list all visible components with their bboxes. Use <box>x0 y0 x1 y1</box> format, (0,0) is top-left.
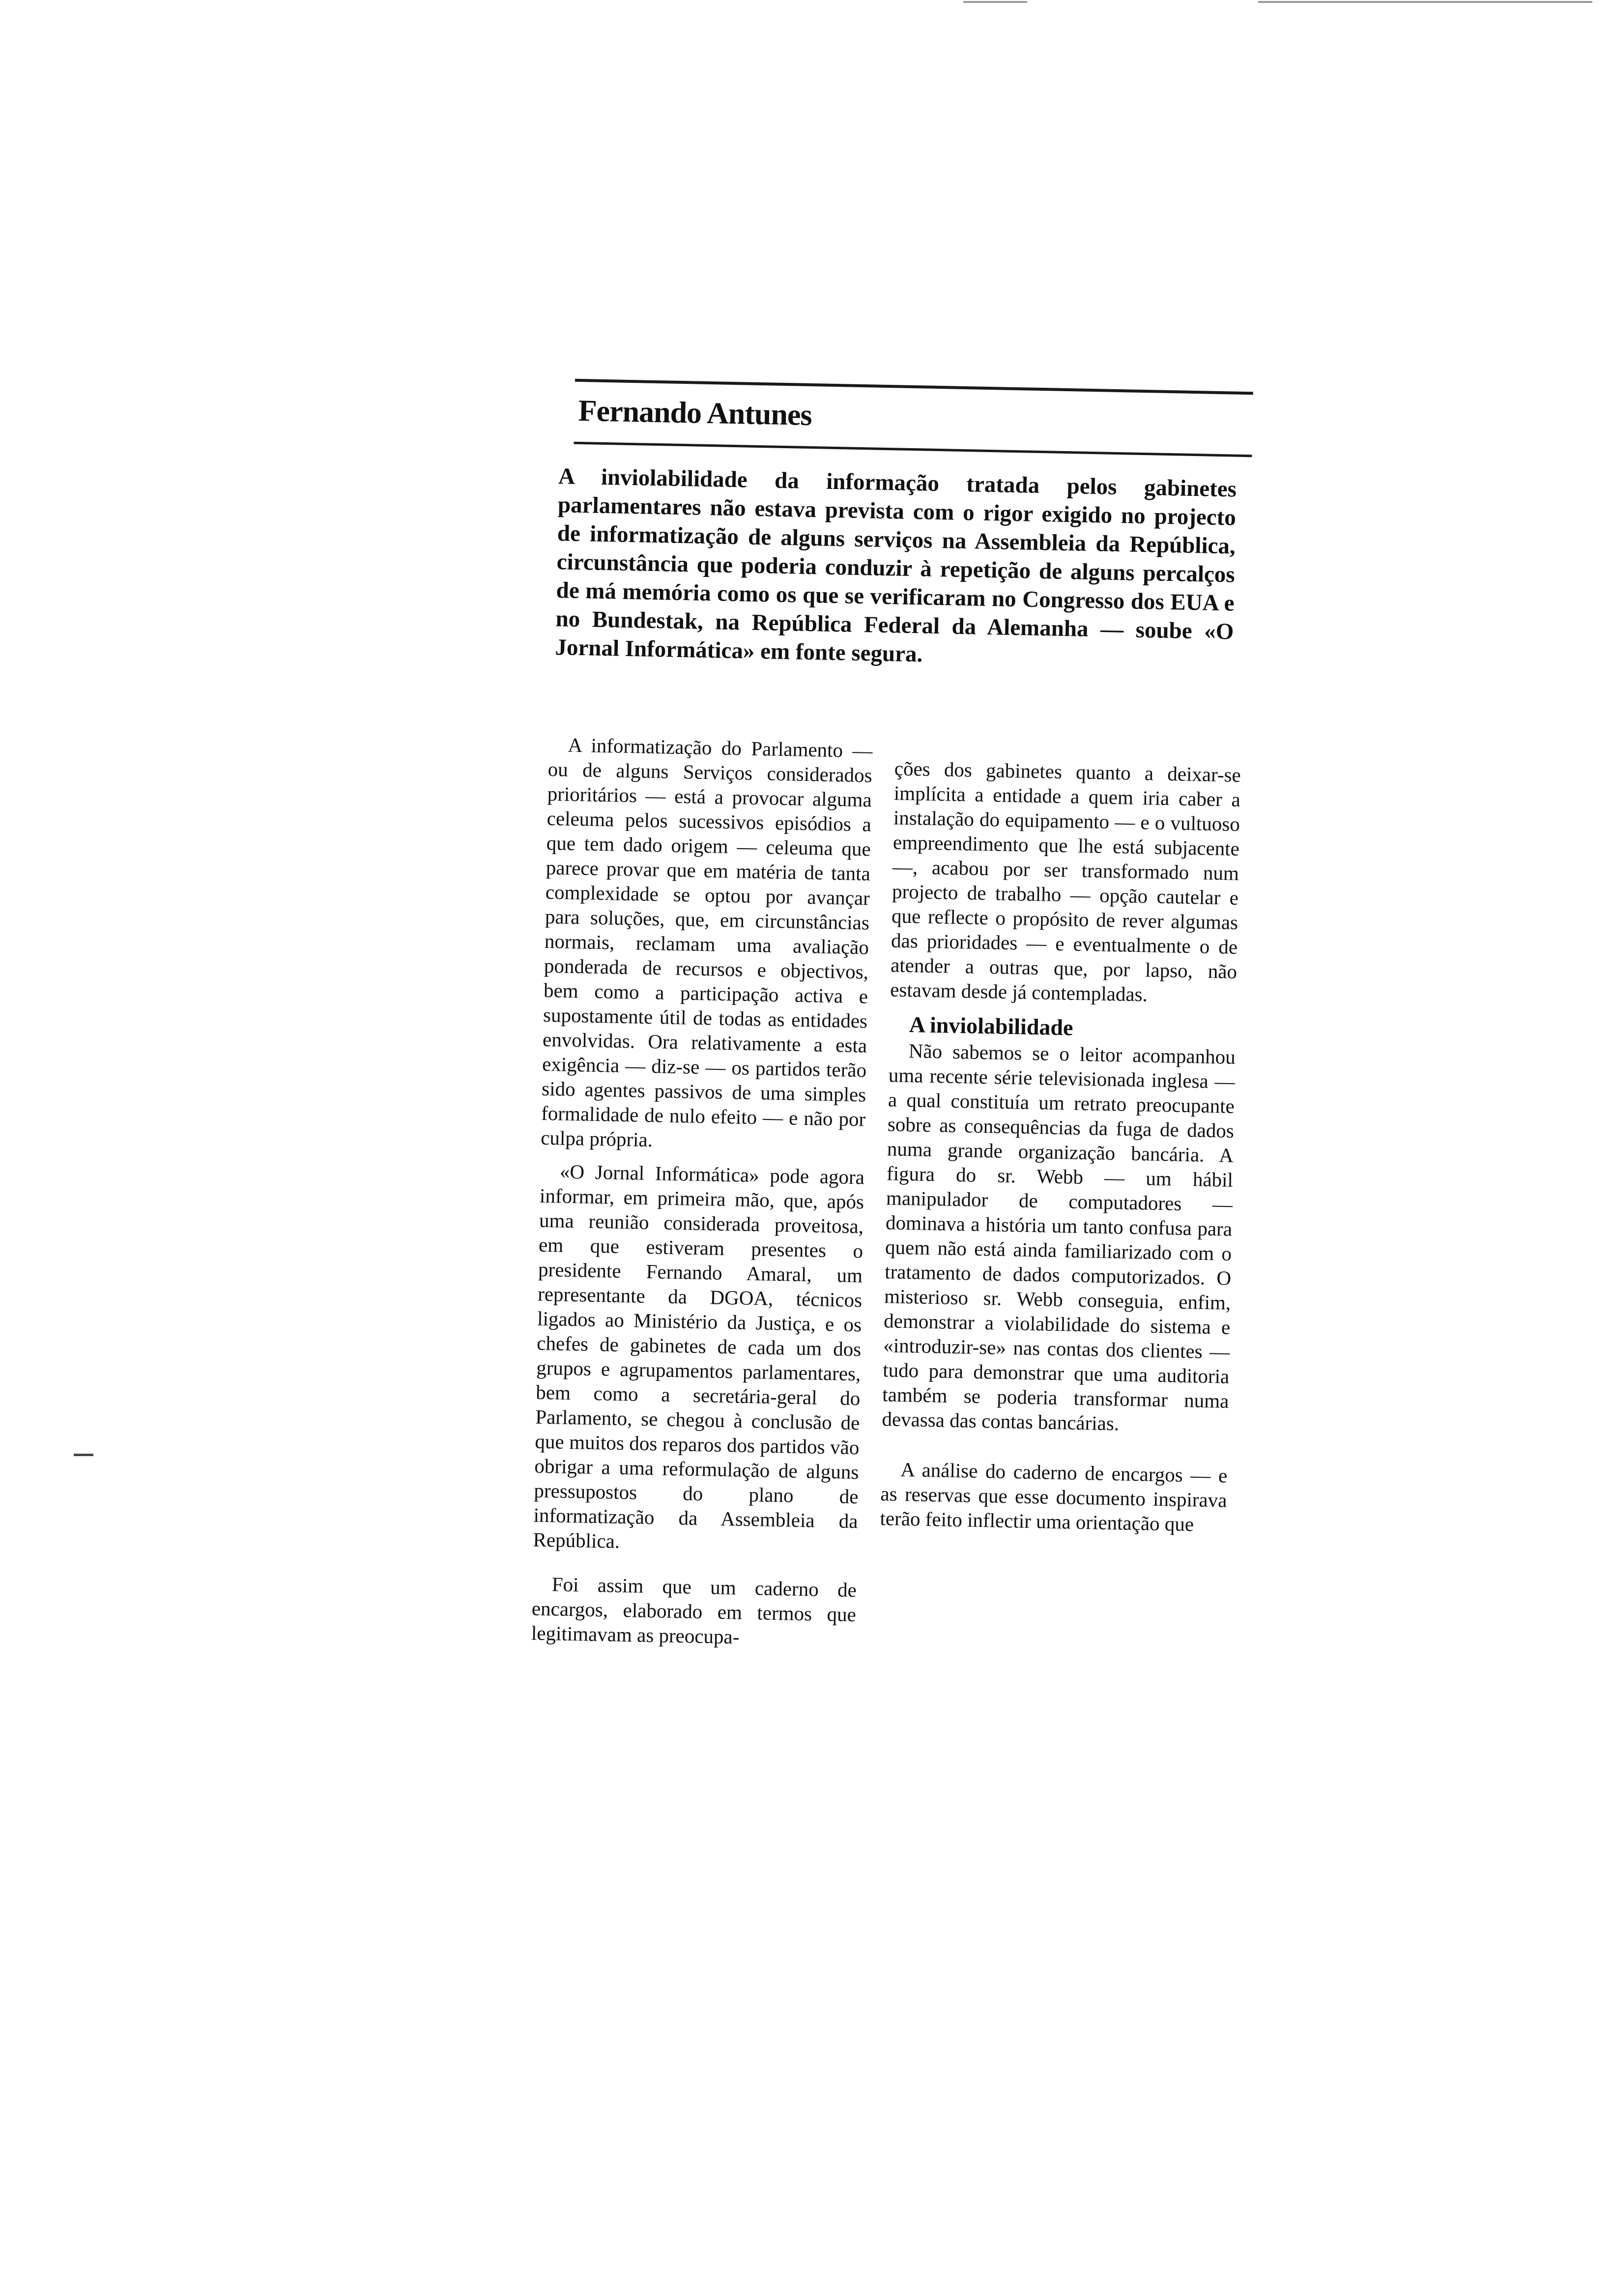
section-subheading: A inviolabilidade <box>909 1012 1073 1040</box>
scan-edge-mark-3 <box>74 1454 93 1456</box>
lead-paragraph: A inviolabilidade da informação tratada pelos gabinetes parlamentares não estava prevista com o rigor exigido no projecto de informatização de alguns serviços na Assembleia da República, circunstância que poderia conduzir à repetição de alguns percalços de má memória como os que se verificaram no Congresso dos EUA e no Bundestak, na República Federal da Alemanha — soube «O Jornal Informática» em fonte segura. <box>554 463 1237 667</box>
article-column-2 <box>880 756 1241 1537</box>
column1-paragraph-2: «O Jornal Informática» pode agora informar, em primeira mão, que, após uma reunião considerada proveitosa, em que estiveram presentes o presidente Fernando Amaral, um representante da DGOA, técnicos ligados ao Ministério da Justiça, e os chefes de gabinetes de cada um dos grupos e agrupamentos parlamentares, bem como a secretária-geral do Parlamento, se chegou à conclusão de que muitos dos reparos dos partidos vão obrigar a uma reformulação de alguns pressupostos do plano de informatização da Assembleia da República. <box>533 1160 865 1552</box>
column2-paragraph-1: ções dos gabinetes quanto a deixar-se implícita a entidade a quem iria caber a instalação do equipamento — e o vultuoso empreendimento que lhe está subjacente —, acabou por ser transformado num projecto de trabalho — opção cautelar e que reflecte o propósito de rever algumas das prioridades — e eventualmente o de atender a outras que, por lapso, não estavam desde já contempladas. <box>890 757 1241 1006</box>
newspaper-clipping <box>526 378 1253 1915</box>
column2-paragraph-3: A análise do caderno de encargos — e as reservas que esse documento inspirava terão feito inflectir uma orientação que <box>880 1458 1228 1536</box>
column2-paragraph-2: Não sabemos se o leitor acompanhou uma recente série televisionada inglesa — a qual constituía um retrato preocupante sobre as consequências da fuga de dados numa grande organização bancária. A figura do sr. Webb — um hábil manipulador de computadores — dominava a história um tanto confusa para quem não está ainda familiarizado com o tratamento de dados computorizados. O misterioso sr. Webb conseguia, enfim, demonstrar a violabilidade do sistema e «introduzir-se» nas contas dos clientes — tudo para demonstrar que uma auditoria também se poderia transformar numa devassa das contas bancárias. <box>882 1039 1236 1435</box>
column1-paragraph-3: Foi assim que um caderno de encargos, elaborado em termos que legitimavam as preocupa- <box>531 1573 857 1648</box>
article-column-1 <box>531 732 873 1651</box>
author-name: Fernando Antunes <box>578 394 812 432</box>
header-rule-bottom <box>574 442 1252 457</box>
column1-paragraph-1: A informatização do Parlamento — ou de alguns Serviços considerados prioritários — está a provocar alguma celeuma pelos sucessivos episódios a que tem dado origem — celeuma que parece provar que em matéria de tanta complexidade se optou por avançar para soluções, que, em circunstâncias normais, reclamam uma avaliação ponderada de recursos e objectivos, bem como a participação activa e supostamente útil de todas as entidades envolvidas. Ora relativamente a esta exigência — diz-se — os partidos terão sido agentes passivos de uma simples formalidade de nulo efeito — e não por culpa própria. <box>540 733 873 1151</box>
scan-edge-mark-2 <box>1258 1 1592 3</box>
header-rule-top <box>575 379 1253 395</box>
scan-edge-mark-1 <box>963 1 1027 3</box>
